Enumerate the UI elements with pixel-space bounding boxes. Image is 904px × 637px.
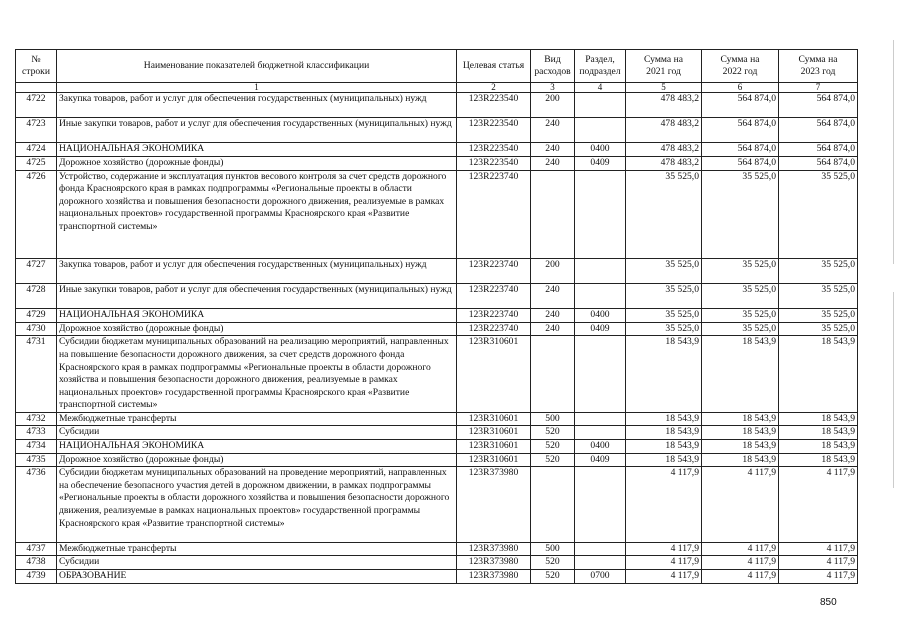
sum-2021-cell: 18 543,9 bbox=[626, 336, 702, 413]
sum-2021-cell: 18 543,9 bbox=[626, 453, 702, 467]
indicator-name-cell: НАЦИОНАЛЬНАЯ ЭКОНОМИКА bbox=[57, 309, 457, 323]
table-row bbox=[16, 143, 858, 157]
sum-2023-cell: 4 117,9 bbox=[779, 542, 858, 556]
header-expense-type: Вид расходов bbox=[531, 50, 575, 83]
sum-2021-cell: 18 543,9 bbox=[626, 426, 702, 440]
column-number bbox=[16, 83, 57, 93]
sum-2023-cell: 4 117,9 bbox=[779, 467, 858, 543]
row-number-cell: 4734 bbox=[16, 440, 57, 454]
page-number: 850 bbox=[820, 597, 837, 608]
sum-2022-cell: 4 117,9 bbox=[702, 570, 779, 584]
column-number: 4 bbox=[575, 83, 626, 93]
target-article-cell: 123R373980 bbox=[457, 556, 531, 570]
row-number-cell: 4737 bbox=[16, 542, 57, 556]
section-cell: 0409 bbox=[575, 453, 626, 467]
row-number-cell: 4732 bbox=[16, 412, 57, 426]
sum-2023-cell: 18 543,9 bbox=[779, 336, 858, 413]
sum-2022-cell: 35 525,0 bbox=[702, 309, 779, 323]
target-article-cell: 123R310601 bbox=[457, 440, 531, 454]
table-row bbox=[16, 570, 858, 584]
indicator-name-cell: Иные закупки товаров, работ и услуг для обеспечения государственных (муниципальных) нужд bbox=[57, 283, 457, 308]
sum-2023-cell: 35 525,0 bbox=[779, 258, 858, 283]
table-row bbox=[16, 542, 858, 556]
table-row bbox=[16, 453, 858, 467]
indicator-name-cell: Закупка товаров, работ и услуг для обеспечения государственных (муниципальных) нужд bbox=[57, 93, 457, 118]
sum-2022-cell: 4 117,9 bbox=[702, 556, 779, 570]
row-number-cell: 4729 bbox=[16, 309, 57, 323]
target-article-cell: 123R223740 bbox=[457, 309, 531, 323]
indicator-name-cell: Субсидии бюджетам муниципальных образований на проведение мероприятий, направленных на обеспечение безопасного участия детей в дорожном движении, в рамках подпрограммы «Региональные проекты в области дорожного хозяйства и повышения безопасности дорожного движения, реализуемые в рамках национальных проектов» государственной программы Красноярского края «Развитие транспортной системы» bbox=[57, 467, 457, 543]
sum-2023-cell: 35 525,0 bbox=[779, 322, 858, 336]
sum-2021-cell: 478 483,2 bbox=[626, 118, 702, 143]
row-number-cell: 4739 bbox=[16, 570, 57, 584]
section-cell bbox=[575, 412, 626, 426]
row-number-cell: 4730 bbox=[16, 322, 57, 336]
target-article-cell: 123R223540 bbox=[457, 118, 531, 143]
sum-2022-cell: 18 543,9 bbox=[702, 426, 779, 440]
sum-2021-cell: 18 543,9 bbox=[626, 440, 702, 454]
table-row bbox=[16, 322, 858, 336]
table-header-row bbox=[16, 50, 858, 83]
sum-2022-cell: 4 117,9 bbox=[702, 542, 779, 556]
section-cell bbox=[575, 118, 626, 143]
row-number-cell: 4725 bbox=[16, 156, 57, 170]
table-row bbox=[16, 556, 858, 570]
expense-type-cell: 240 bbox=[531, 309, 575, 323]
sum-2023-cell: 18 543,9 bbox=[779, 412, 858, 426]
row-number-cell: 4727 bbox=[16, 258, 57, 283]
sum-2021-cell: 478 483,2 bbox=[626, 156, 702, 170]
column-number: 7 bbox=[779, 83, 858, 93]
expense-type-cell: 240 bbox=[531, 283, 575, 308]
section-cell bbox=[575, 258, 626, 283]
section-cell: 0400 bbox=[575, 440, 626, 454]
sum-2022-cell: 18 543,9 bbox=[702, 453, 779, 467]
sum-2021-cell: 35 525,0 bbox=[626, 258, 702, 283]
indicator-name-cell: Межбюджетные трансферты bbox=[57, 542, 457, 556]
row-number-cell: 4738 bbox=[16, 556, 57, 570]
indicator-name-cell: ОБРАЗОВАНИЕ bbox=[57, 570, 457, 584]
indicator-name-cell: НАЦИОНАЛЬНАЯ ЭКОНОМИКА bbox=[57, 440, 457, 454]
sum-2022-cell: 35 525,0 bbox=[702, 283, 779, 308]
expense-type-cell: 520 bbox=[531, 453, 575, 467]
column-number: 3 bbox=[531, 83, 575, 93]
column-number-row bbox=[16, 83, 858, 93]
sum-2021-cell: 4 117,9 bbox=[626, 570, 702, 584]
section-cell bbox=[575, 426, 626, 440]
section-cell bbox=[575, 283, 626, 308]
target-article-cell: 123R223740 bbox=[457, 322, 531, 336]
budget-table bbox=[15, 49, 858, 584]
table-row bbox=[16, 93, 858, 118]
expense-type-cell: 240 bbox=[531, 143, 575, 157]
sum-2023-cell: 18 543,9 bbox=[779, 440, 858, 454]
header-indicator-name: Наименование показателей бюджетной классификации bbox=[57, 50, 457, 83]
sum-2021-cell: 478 483,2 bbox=[626, 143, 702, 157]
sum-2021-cell: 35 525,0 bbox=[626, 283, 702, 308]
target-article-cell: 123R310601 bbox=[457, 426, 531, 440]
sum-2022-cell: 564 874,0 bbox=[702, 143, 779, 157]
sum-2022-cell: 18 543,9 bbox=[702, 412, 779, 426]
sum-2023-cell: 18 543,9 bbox=[779, 426, 858, 440]
sum-2023-cell: 564 874,0 bbox=[779, 156, 858, 170]
sum-2021-cell: 4 117,9 bbox=[626, 467, 702, 543]
sum-2021-cell: 35 525,0 bbox=[626, 309, 702, 323]
row-number-cell: 4728 bbox=[16, 283, 57, 308]
expense-type-cell bbox=[531, 170, 575, 258]
table-row bbox=[16, 440, 858, 454]
section-cell bbox=[575, 170, 626, 258]
sum-2023-cell: 564 874,0 bbox=[779, 143, 858, 157]
row-number-cell: 4726 bbox=[16, 170, 57, 258]
sum-2022-cell: 35 525,0 bbox=[702, 170, 779, 258]
row-number-cell: 4736 bbox=[16, 467, 57, 543]
section-cell bbox=[575, 467, 626, 543]
header-sum-2023: Сумма на 2023 год bbox=[779, 50, 858, 83]
sum-2022-cell: 35 525,0 bbox=[702, 322, 779, 336]
target-article-cell: 123R223540 bbox=[457, 93, 531, 118]
table-row bbox=[16, 467, 858, 543]
expense-type-cell: 520 bbox=[531, 556, 575, 570]
sum-2021-cell: 35 525,0 bbox=[626, 322, 702, 336]
sum-2021-cell: 478 483,2 bbox=[626, 93, 702, 118]
header-row-number: № строки bbox=[16, 50, 57, 83]
table-row bbox=[16, 426, 858, 440]
header-sum-2021: Сумма на 2021 год bbox=[626, 50, 702, 83]
indicator-name-cell: Иные закупки товаров, работ и услуг для обеспечения государственных (муниципальных) нужд bbox=[57, 118, 457, 143]
scan-edge-shadow bbox=[893, 40, 894, 600]
target-article-cell: 123R223540 bbox=[457, 156, 531, 170]
expense-type-cell: 240 bbox=[531, 118, 575, 143]
target-article-cell: 123R310601 bbox=[457, 412, 531, 426]
indicator-name-cell: Субсидии бюджетам муниципальных образований на реализацию мероприятий, направленных на повышение безопасности дорожного движения, за счет средств дорожного фонда Красноярского края в рамках подпрограммы «Региональные проекты в области дорожного хозяйства и повышения безопасности дорожного движения, реализуемые в рамках национальных проектов» государственной программы Красноярского края «Развитие транспортной системы» bbox=[57, 336, 457, 413]
sum-2023-cell: 18 543,9 bbox=[779, 453, 858, 467]
target-article-cell: 123R373980 bbox=[457, 542, 531, 556]
indicator-name-cell: Дорожное хозяйство (дорожные фонды) bbox=[57, 322, 457, 336]
section-cell bbox=[575, 542, 626, 556]
target-article-cell: 123R310601 bbox=[457, 336, 531, 413]
expense-type-cell: 520 bbox=[531, 440, 575, 454]
sum-2022-cell: 18 543,9 bbox=[702, 440, 779, 454]
sum-2023-cell: 35 525,0 bbox=[779, 170, 858, 258]
sum-2022-cell: 564 874,0 bbox=[702, 118, 779, 143]
indicator-name-cell: Субсидии bbox=[57, 426, 457, 440]
column-number: 2 bbox=[457, 83, 531, 93]
section-cell: 0409 bbox=[575, 322, 626, 336]
sum-2022-cell: 564 874,0 bbox=[702, 93, 779, 118]
sum-2021-cell: 4 117,9 bbox=[626, 542, 702, 556]
table-row bbox=[16, 336, 858, 413]
row-number-cell: 4722 bbox=[16, 93, 57, 118]
sum-2023-cell: 35 525,0 bbox=[779, 309, 858, 323]
section-cell: 0700 bbox=[575, 570, 626, 584]
indicator-name-cell: Закупка товаров, работ и услуг для обеспечения государственных (муниципальных) нужд bbox=[57, 258, 457, 283]
section-cell: 0400 bbox=[575, 309, 626, 323]
sum-2021-cell: 18 543,9 bbox=[626, 412, 702, 426]
expense-type-cell bbox=[531, 467, 575, 543]
target-article-cell: 123R223740 bbox=[457, 258, 531, 283]
target-article-cell: 123R310601 bbox=[457, 453, 531, 467]
header-section: Раздел, подраздел bbox=[575, 50, 626, 83]
section-cell bbox=[575, 93, 626, 118]
table-row bbox=[16, 309, 858, 323]
table-row bbox=[16, 170, 858, 258]
expense-type-cell: 520 bbox=[531, 426, 575, 440]
target-article-cell: 123R223740 bbox=[457, 170, 531, 258]
section-cell bbox=[575, 556, 626, 570]
row-number-cell: 4731 bbox=[16, 336, 57, 413]
indicator-name-cell: Дорожное хозяйство (дорожные фонды) bbox=[57, 156, 457, 170]
table-row bbox=[16, 156, 858, 170]
section-cell bbox=[575, 336, 626, 413]
sum-2022-cell: 35 525,0 bbox=[702, 258, 779, 283]
expense-type-cell: 520 bbox=[531, 570, 575, 584]
sum-2022-cell: 4 117,9 bbox=[702, 467, 779, 543]
sum-2023-cell: 564 874,0 bbox=[779, 93, 858, 118]
sum-2023-cell: 4 117,9 bbox=[779, 570, 858, 584]
expense-type-cell: 500 bbox=[531, 412, 575, 426]
sum-2021-cell: 4 117,9 bbox=[626, 556, 702, 570]
expense-type-cell: 200 bbox=[531, 258, 575, 283]
header-target-article: Целевая статья bbox=[457, 50, 531, 83]
indicator-name-cell: НАЦИОНАЛЬНАЯ ЭКОНОМИКА bbox=[57, 143, 457, 157]
table-row bbox=[16, 283, 858, 308]
header-sum-2022: Сумма на 2022 год bbox=[702, 50, 779, 83]
table-row bbox=[16, 412, 858, 426]
expense-type-cell: 240 bbox=[531, 322, 575, 336]
indicator-name-cell: Субсидии bbox=[57, 556, 457, 570]
target-article-cell: 123R373980 bbox=[457, 467, 531, 543]
expense-type-cell bbox=[531, 336, 575, 413]
sum-2021-cell: 35 525,0 bbox=[626, 170, 702, 258]
sum-2022-cell: 564 874,0 bbox=[702, 156, 779, 170]
indicator-name-cell: Дорожное хозяйство (дорожные фонды) bbox=[57, 453, 457, 467]
column-number: 5 bbox=[626, 83, 702, 93]
target-article-cell: 123R223540 bbox=[457, 143, 531, 157]
indicator-name-cell: Устройство, содержание и эксплуатация пунктов весового контроля за счет средств дорожного фонда Красноярского края в рамках подпрограммы «Региональные проекты в области дорожного хозяйства и повышения безопасности дорожного движения, реализуемые в рамках национальных проектов» государственной программы Красноярского края «Развитие транспортной системы» bbox=[57, 170, 457, 258]
table-row bbox=[16, 118, 858, 143]
row-number-cell: 4723 bbox=[16, 118, 57, 143]
sum-2023-cell: 4 117,9 bbox=[779, 556, 858, 570]
section-cell: 0400 bbox=[575, 143, 626, 157]
target-article-cell: 123R373980 bbox=[457, 570, 531, 584]
expense-type-cell: 240 bbox=[531, 156, 575, 170]
section-cell: 0409 bbox=[575, 156, 626, 170]
sum-2023-cell: 564 874,0 bbox=[779, 118, 858, 143]
row-number-cell: 4733 bbox=[16, 426, 57, 440]
sum-2022-cell: 18 543,9 bbox=[702, 336, 779, 413]
sum-2023-cell: 35 525,0 bbox=[779, 283, 858, 308]
column-number: 6 bbox=[702, 83, 779, 93]
expense-type-cell: 500 bbox=[531, 542, 575, 556]
indicator-name-cell: Межбюджетные трансферты bbox=[57, 412, 457, 426]
row-number-cell: 4735 bbox=[16, 453, 57, 467]
table-row bbox=[16, 258, 858, 283]
column-number: 1 bbox=[57, 83, 457, 93]
expense-type-cell: 200 bbox=[531, 93, 575, 118]
row-number-cell: 4724 bbox=[16, 143, 57, 157]
target-article-cell: 123R223740 bbox=[457, 283, 531, 308]
